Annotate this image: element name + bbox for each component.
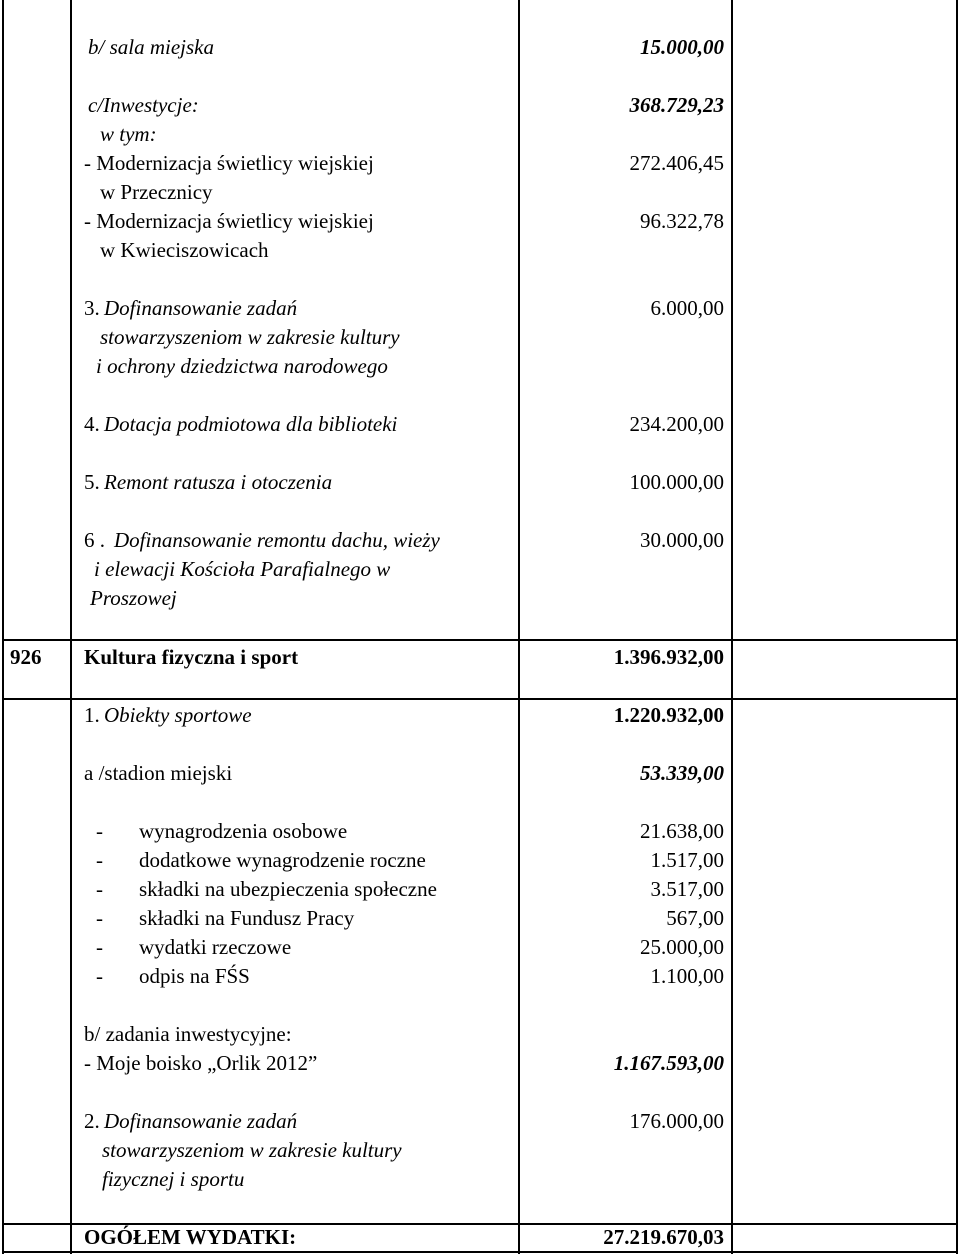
stadion-item-bullet: -: [96, 877, 103, 901]
stadion-item-bullet: -: [96, 964, 103, 988]
stadion-item-label: dodatkowe wynagrodzenie roczne: [139, 848, 426, 872]
section-926-label: Kultura fizyczna i sport: [84, 645, 299, 669]
stadion-item-bullet: -: [96, 819, 103, 843]
item3-line1: Dofinansowanie zadań: [104, 296, 298, 320]
item5-label: Remont ratusza i otoczenia: [104, 470, 333, 494]
item5-number: 5.: [84, 470, 100, 494]
inwestycja-2-line2: w Kwieciszowicach: [100, 238, 269, 262]
in-which-label: w tym:: [100, 122, 157, 146]
inwestycje-label: c/Inwestycje:: [88, 93, 199, 117]
item3-line2: stowarzyszeniom w zakresie kultury: [100, 325, 400, 349]
obiekty-amount: 1.220.932,00: [613, 703, 724, 727]
stadion-item-amount: 1.100,00: [650, 964, 724, 988]
stadion-item-label: odpis na FŚS: [139, 964, 250, 988]
item6-line3: Proszowej: [90, 586, 177, 610]
total-amount: 27.219.670,03: [603, 1225, 724, 1249]
stadion-item-bullet: -: [96, 906, 103, 930]
section-926-amount: 1.396.932,00: [613, 645, 724, 669]
inwestycje-amount: 368.729,23: [629, 93, 724, 117]
total-label: OGÓŁEM WYDATKI:: [84, 1225, 297, 1249]
obiekty-label: Obiekty sportowe: [104, 703, 252, 727]
stadion-item-bullet: -: [96, 848, 103, 872]
stadion-item-label: wynagrodzenia osobowe: [139, 819, 348, 843]
stadion-label: a /stadion miejski: [84, 761, 233, 785]
item4-label: Dotacja podmiotowa dla biblioteki: [104, 412, 398, 436]
item5-amount: 100.000,00: [629, 470, 724, 494]
item6-line2: i elewacji Kościoła Parafialnego w: [94, 557, 391, 581]
sport-item2-line1: Dofinansowanie zadań: [104, 1109, 298, 1133]
orlik-amount: 1.167.593,00: [613, 1051, 724, 1075]
item3-amount: 6.000,00: [650, 296, 724, 320]
code-column-divider: [70, 0, 72, 1254]
stadion-item-bullet: -: [96, 935, 103, 959]
table-right-border: [956, 0, 958, 1254]
orlik-item: - Moje boisko „Orlik 2012”: [84, 1051, 318, 1075]
stadion-item-amount: 3.517,00: [650, 877, 724, 901]
inwestycja-2-amount: 96.322,78: [640, 209, 724, 233]
item4-amount: 234.200,00: [629, 412, 724, 436]
row-divider-926-top: [2, 639, 958, 641]
sport-item2-number: 2.: [84, 1109, 100, 1133]
stadion-item-amount: 1.517,00: [650, 848, 724, 872]
sala-miejska-label: b/ sala miejska: [88, 35, 214, 59]
item6-amount: 30.000,00: [640, 528, 724, 552]
inwestycja-1-line2: w Przecznicy: [100, 180, 213, 204]
sport-item2-line3: fizycznej i sportu: [102, 1167, 245, 1191]
inwestycja-1-amount: 272.406,45: [629, 151, 724, 175]
section-926-code: 926: [10, 645, 42, 669]
inwestycja-2-line1: - Modernizacja świetlicy wiejskiej: [84, 209, 374, 233]
sport-item2-amount: 176.000,00: [629, 1109, 724, 1133]
item3-number: 3.: [84, 296, 100, 320]
stadion-item-amount: 21.638,00: [640, 819, 724, 843]
row-divider-926-bottom: [2, 698, 958, 700]
inwestycja-1-line1: - Modernizacja świetlicy wiejskiej: [84, 151, 374, 175]
stadion-item-label: wydatki rzeczowe: [139, 935, 292, 959]
item3-line3: i ochrony dziedzictwa narodowego: [96, 354, 388, 378]
item6-number: 6 .: [84, 528, 105, 552]
stadion-item-label: składki na ubezpieczenia społeczne: [139, 877, 437, 901]
item4-number: 4.: [84, 412, 100, 436]
table-left-border: [2, 0, 4, 1254]
item6-line1: Dofinansowanie remontu dachu, wieży: [114, 528, 440, 552]
stadion-amount: 53.339,00: [640, 761, 724, 785]
amount-column-divider: [731, 0, 733, 1254]
obiekty-number: 1.: [84, 703, 100, 727]
inwestycyjne-label: b/ zadania inwestycyjne:: [84, 1022, 292, 1046]
stadion-item-label: składki na Fundusz Pracy: [139, 906, 355, 930]
description-column-divider: [518, 0, 520, 1254]
stadion-item-amount: 25.000,00: [640, 935, 724, 959]
sport-item2-line2: stowarzyszeniom w zakresie kultury: [102, 1138, 402, 1162]
sala-miejska-amount: 15.000,00: [640, 35, 724, 59]
stadion-item-amount: 567,00: [666, 906, 724, 930]
